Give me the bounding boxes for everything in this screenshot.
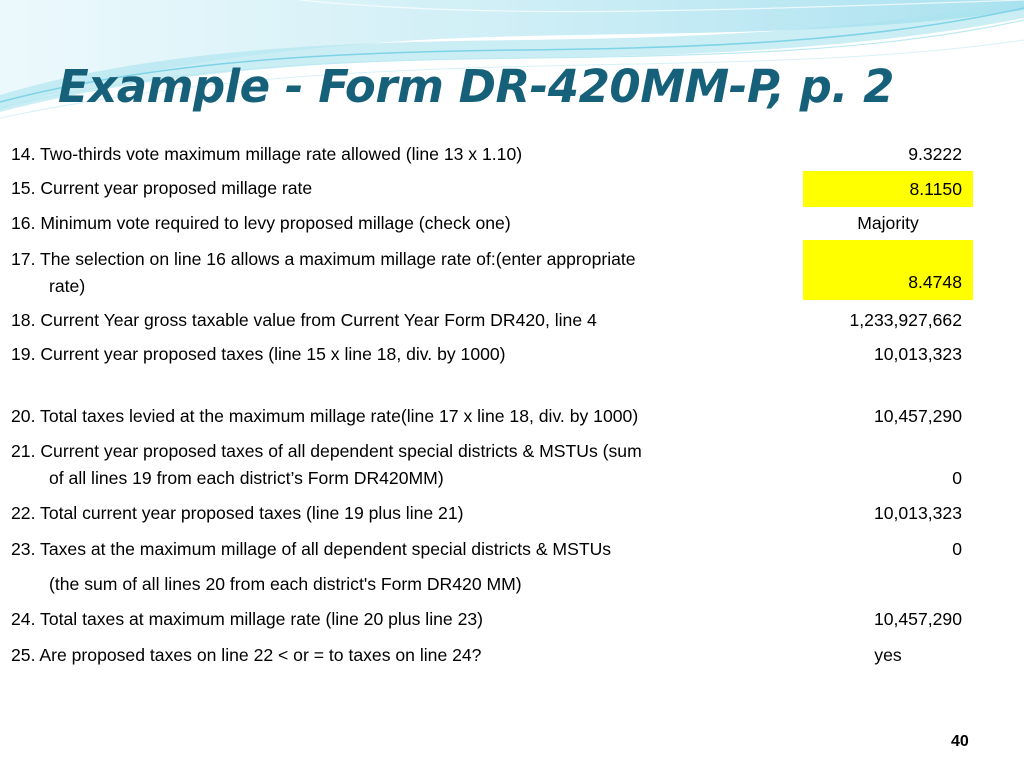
row-value: 0 [952,468,962,488]
row-label-text: 23. Taxes at the maximum millage of all dependent special districts & MSTUs [11,539,612,559]
slide-page-number: 40 [951,733,969,750]
row-label [11,175,801,202]
row-label [11,403,801,430]
row-label-continuation: rate) [49,276,86,296]
row-label-text: 22. Total current year proposed taxes (line 19 plus line 21) [11,503,464,523]
slide-title: Example - Form DR-420MM-P, p. 2 [58,60,894,113]
row-value: 10,457,290 [873,406,962,426]
row-label [11,307,801,334]
row-label [11,141,801,168]
row-value-highlighted [803,240,973,300]
row-value: 10,013,323 [873,344,962,364]
row-value-highlighted: 8.1150 [803,171,973,207]
row-label [11,246,801,300]
row-value: 10,457,290 [873,609,962,629]
row-value: 1,233,927,662 [849,310,962,330]
row-label-text: 25. Are proposed taxes on line 22 < or = to taxes on line 24? [11,645,482,665]
row-label [11,571,801,598]
row-label-text: 14. Two-thirds vote maximum millage rate allowed (line 13 x 1.10) [11,144,523,164]
row-value: 0 [952,539,962,559]
row-label-text: 17. The selection on line 16 allows a maximum millage rate of:(enter appropriate [11,249,636,269]
row-label [11,606,801,633]
row-label-text: 20. Total taxes levied at the maximum millage rate(line 17 x line 18, div. by 1000) [11,406,639,426]
row-label-text: 24. Total taxes at maximum millage rate (line 20 plus line 23) [11,609,483,629]
row-label-continuation: (the sum of all lines 20 from each district's Form DR420 MM) [49,574,522,594]
row-label [11,642,801,669]
row-value: Majority [857,213,919,233]
row-label [11,341,801,368]
row-label [11,536,801,563]
row-label [11,500,801,527]
row-label-text: 19. Current year proposed taxes (line 15 x line 18, div. by 1000) [11,344,506,364]
row-label-text: 15. Current year proposed millage rate [11,178,313,198]
row-value: yes [874,645,902,665]
row-label [11,438,801,492]
row-value: 9.3222 [908,144,962,164]
row-value: 10,013,323 [873,503,962,523]
row-label-text: 21. Current year proposed taxes of all dependent special districts & MSTUs (sum [11,441,642,461]
row-label [11,210,801,237]
row-label-text: 18. Current Year gross taxable value from Current Year Form DR420, line 4 [11,310,597,330]
row-value-text: 8.4748 [908,272,962,292]
row-label-text: 16. Minimum vote required to levy proposed millage (check one) [11,213,511,233]
row-label-continuation: of all lines 19 from each district’s Form DR420MM) [49,468,444,488]
